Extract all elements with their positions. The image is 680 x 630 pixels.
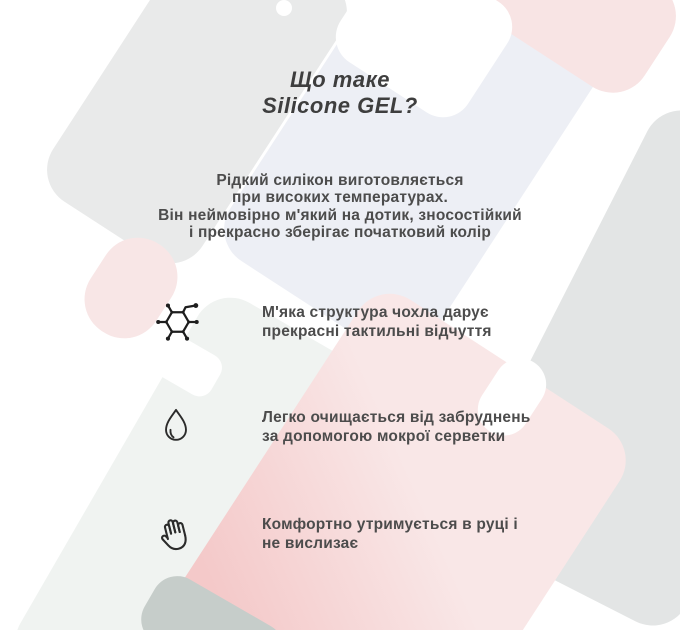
intro-line: і прекрасно зберігає початковий колір <box>188 224 492 241</box>
feature-line: прекрасні тактильні відчуття <box>262 323 492 340</box>
feature-text-comfort-grip <box>262 515 518 553</box>
feature-row-easy-clean <box>0 400 680 472</box>
intro-line: при високих температурах. <box>232 189 448 206</box>
feature-text-soft-structure <box>262 303 492 341</box>
page-title <box>0 67 680 119</box>
feature-line: за допомогою мокрої серветки <box>262 428 506 445</box>
feature-row-comfort-grip <box>0 508 680 580</box>
hand-icon <box>152 510 200 567</box>
feature-line: Комфортно утримується в руці і <box>262 516 518 533</box>
water-drop-icon <box>157 404 195 456</box>
page-title-line2: Silicone GEL? <box>262 92 418 118</box>
feature-row-soft-structure <box>0 293 680 365</box>
intro-text <box>0 172 680 242</box>
feature-text-easy-clean <box>262 408 531 446</box>
camera-hole-dot <box>145 365 160 380</box>
intro-line: Він неймовірно м'який на дотик, зносостійкий <box>158 206 522 224</box>
feature-line: не вислизає <box>262 535 359 552</box>
intro-line: Рідкий силікон виготовляється <box>216 171 464 189</box>
page-title-line1: Що таке <box>290 66 390 92</box>
camera-hole-dot <box>276 0 292 16</box>
molecule-icon <box>150 293 205 356</box>
feature-line: Легко очищається від забруднень <box>262 409 531 426</box>
feature-line: М'яка структура чохла дарує <box>262 304 489 321</box>
